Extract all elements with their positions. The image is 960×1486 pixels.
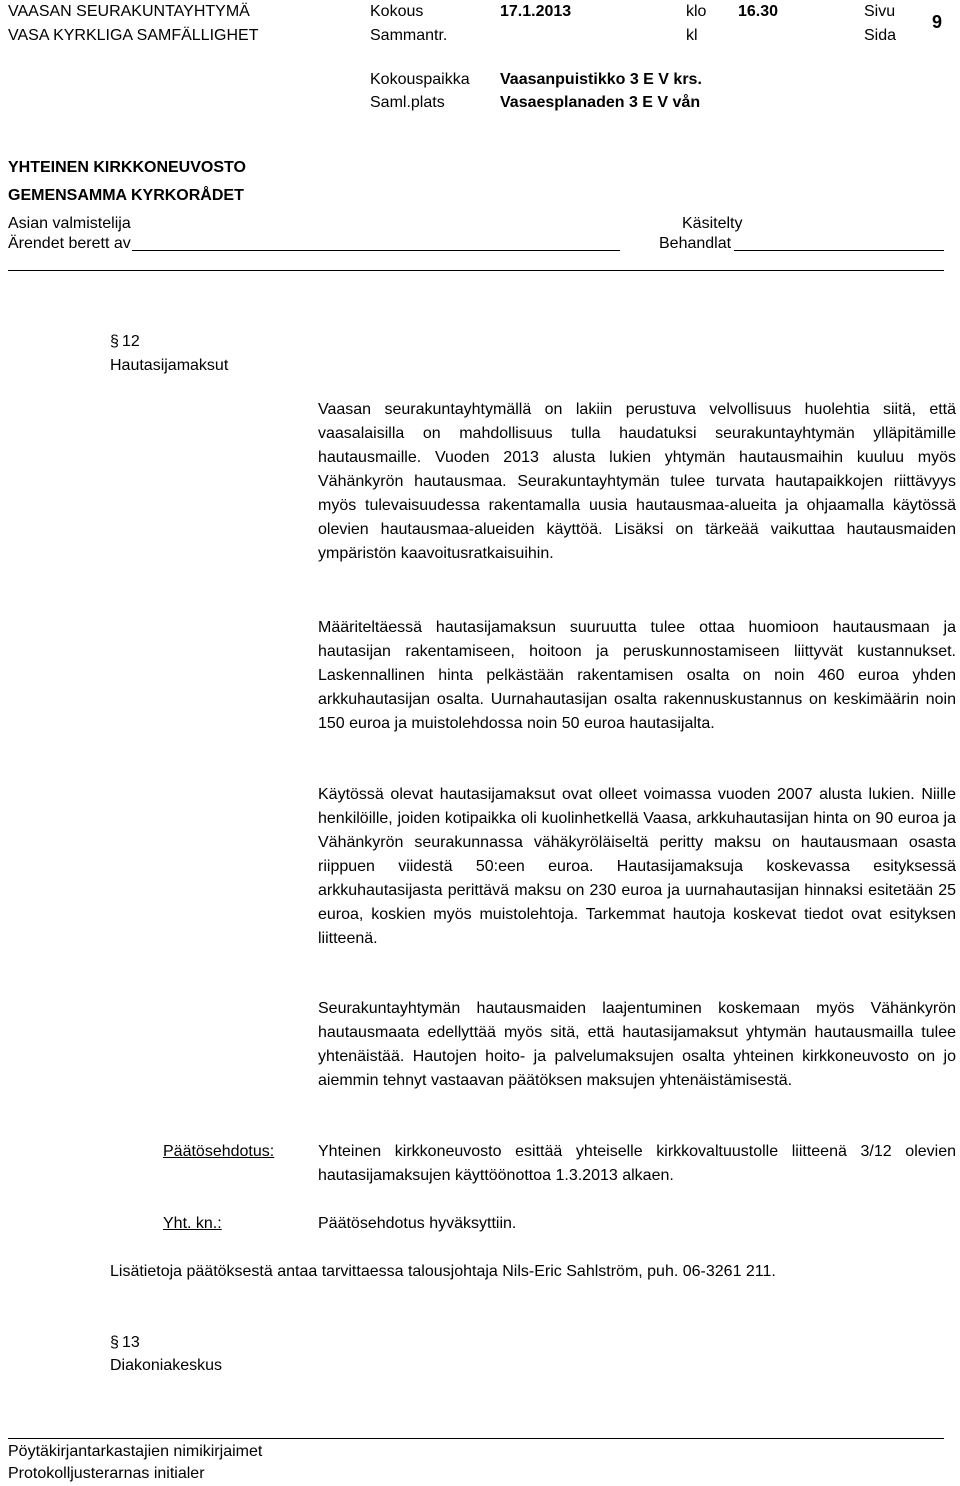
venue-fi: Vaasanpuistikko 3 E V krs. [500,71,702,88]
item-13-title: Diakoniakeskus [110,1357,223,1374]
body-name-sv: GEMENSAMMA KYRKORÅDET [8,187,244,204]
meeting-date: 17.1.2013 [500,3,572,20]
venue-label-fi: Kokouspaikka [370,71,470,88]
footer-initials-fi: Pöytäkirjantarkastajien nimikirjaimet [8,1443,263,1460]
item-13-number: 13 [122,1334,140,1351]
preparer-line [132,250,620,251]
item-12-paragraph-2: Määriteltäessä hautasijamaksun suuruutta tulee ottaa huomioon hautausmaan ja hautasijan rakentamiseen, hoitoon ja peruskunnostamiseen liittyvät kustannukset. Laskennallinen hinta pelkästään rakentamisen osalta on noin 460 euroa yhden arkkuhautasijan osalta. Uurnahautasijan osalta rakennuskustannus on keskimäärin noin 150 euroa ja muistolehdossa noin 50 euroa hautasijalta. [318,619,956,732]
item-12-number: 12 [122,333,140,350]
item-13-section-icon: § [110,1334,119,1351]
preparer-label-fi: Asian valmistelija [8,215,131,232]
handled-label-sv: Behandlat [659,235,732,252]
handled-line [734,250,944,251]
item-12-title: Hautasijamaksut [110,357,229,374]
item-12-paragraph-4: Seurakuntayhtymän hautausmaiden laajentuminen koskemaan myös Vähänkyrön hautausmaata edellyttää myös sitä, että hautasijamaksut yhtymän hautausmailla tulee yhtenäistää. Hautojen hoito- ja palvelumaksujen osalta yhteinen kirkkoneuvosto on jo aiemmin tehnyt vastaavan päätöksen maksujen yhtenäistämisestä. [318,1000,956,1089]
item-12-paragraph-3: Käytössä olevat hautasijamaksut ovat olleet voimassa vuoden 2007 alusta lukien. Niille henkilöille, joiden kotipaikka oli kuolinhetkellä Vaasa, arkkuhautasijan hinta on 90 euroa ja Vähänkyrön seurakunnassa vähäkyröläiseltä peritty maksu on hautausmaan osasta riippuen viidestä 50:een euroa. Hautasijamaksuja koskevassa esityksessä arkkuhautasijasta perittävä maksu on 230 euroa ja uurnahautasijan hinnaksi esitetään 25 euroa, koskien myös muistolehtoja. Tarkemmat hautoja koskevat tiedot ovat esityksen liitteenä. [318,786,956,947]
page-label-fi: Sivu [864,3,896,20]
decision-label: Yht. kn.: [163,1215,222,1232]
item-12-section-icon: § [110,333,119,350]
meeting-time: 16.30 [738,3,779,20]
preparer-label-sv: Ärendet berett av [8,235,131,252]
time-label-sv: kl [686,27,698,44]
time-label-fi: klo [686,3,707,20]
proposal-label: Päätösehdotus: [163,1143,275,1160]
footer-initials-sv: Protokolljusterarnas initialer [8,1465,205,1482]
item-12-paragraph-1: Vaasan seurakuntayhtymällä on lakiin perustuva velvollisuus huolehtia siitä, että vaasalaisilla on mahdollisuus tulla haudatuksi seurakuntayhtymän ylläpitämille hautausmaille. Vuoden 2013 alusta lukien yhtymän hautausmaihin kuuluu myös Vähänkyrön hautausmaa. Seurakuntayhtymän tulee turvata hautapaikkojen riittävyys myös tulevaisuudessa rakentamalla uusia hautausmaa-alueita ja ohjaamalla käytössä olevien hautausmaa-alueiden käyttöä. Lisäksi on tärkeää vaikuttaa hautausmaiden ympäristön kaavoitusratkaisuihin. [318,401,956,562]
footer-divider [8,1438,944,1439]
header-divider [8,270,944,271]
meeting-label-sv: Sammantr. [370,27,448,44]
decision-text: Päätösehdotus hyväksyttiin. [318,1215,517,1232]
item-12-info: Lisätietoja päätöksestä antaa tarvittaessa talousjohtaja Nils-Eric Sahlström, puh. 06-3261 211. [110,1263,776,1280]
handled-label-fi: Käsitelty [682,215,743,232]
meeting-label-fi: Kokous [370,3,424,20]
venue-label-sv: Saml.plats [370,94,445,111]
body-name-fi: YHTEINEN KIRKKONEUVOSTO [8,159,246,176]
page-label-sv: Sida [864,27,897,44]
page-number: 9 [932,12,943,32]
org-name-sv: VASA KYRKLIGA SAMFÄLLIGHET [8,27,259,44]
proposal-text: Yhteinen kirkkoneuvosto esittää yhteiselle kirkkovaltuustolle liitteenä 3/12 olevien hautasijamaksujen käyttöönottoa 1.3.2013 alkaen. [318,1143,956,1184]
venue-sv: Vasaesplanaden 3 E V vån [500,94,701,111]
org-name-fi: VAASAN SEURAKUNTAYHTYMÄ [8,3,250,20]
